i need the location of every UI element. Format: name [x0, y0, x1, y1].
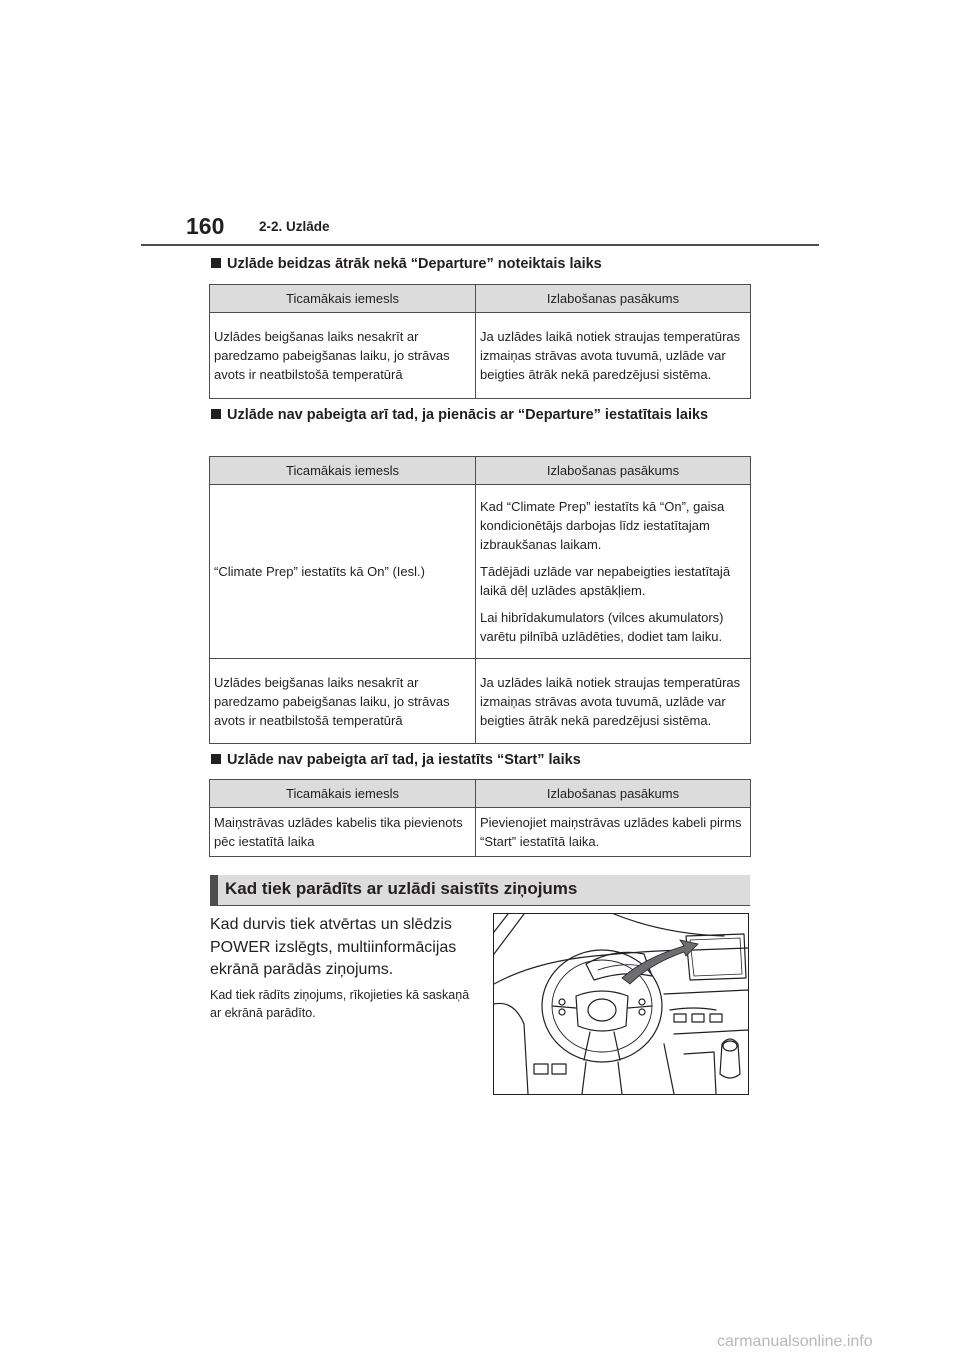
- cause-cell: Uzlādes beigšanas laiks nesakrīt ar paredzamo pabeigšanas laiku, jo strāvas avots ir neatbilstošā temperatūrā: [210, 313, 476, 399]
- remedy-paragraph: Kad “Climate Prep” iestatīts kā “On”, gaisa kondicionētājs darbojas līdz iestatītajam izbraukšanas laikam.: [480, 499, 725, 552]
- square-bullet-icon: [211, 754, 221, 764]
- section-label: 2-2. Uzlāde: [259, 219, 330, 234]
- table-1: [209, 284, 751, 399]
- remedy-cell: [476, 313, 751, 399]
- remedy-paragraph: Ja uzlādes laikā notiek straujas temperatūras izmaiņas strāvas avota tuvumā, uzlāde var beigties ātrāk nekā paredzējusi sistēma.: [480, 674, 741, 728]
- steering-wheel-illustration: [494, 914, 748, 1094]
- square-bullet-icon: [211, 258, 221, 268]
- remedy-cell: [476, 659, 751, 744]
- remedy-paragraph: Pievienojiet maiņstrāvas uzlādes kabeli pirms “Start” iestatītā laika.: [480, 815, 742, 849]
- table-header-cause: Ticamākais iemesls: [210, 457, 476, 485]
- note-paragraph: Kad tiek rādīts ziņojums, rīkojieties kā saskaņā ar ekrānā parādīto.: [210, 988, 470, 1020]
- table-header-cause: Ticamākais iemesls: [210, 780, 476, 808]
- remedy-paragraph: Ja uzlādes laikā notiek straujas temperatūras izmaiņas strāvas avota tuvumā, uzlāde var beigties ātrāk nekā paredzējusi sistēma.: [480, 329, 741, 382]
- heading-1-text: Uzlāde beidzas ātrāk nekā “Departure” noteiktais laiks: [227, 256, 602, 272]
- table-header-remedy: Izlabošanas pasākums: [476, 457, 751, 485]
- table-row: [210, 313, 751, 399]
- heading-3: [211, 750, 751, 771]
- table-3: [209, 779, 751, 857]
- remedy-paragraph: Tādējādi uzlāde var nepabeigties iestatītajā laikā dēļ uzlādes apstākļiem.: [480, 564, 731, 598]
- watermark: carmanualsonline.info: [717, 1333, 873, 1350]
- table-row: [210, 808, 751, 857]
- section-banner: [210, 875, 750, 906]
- square-bullet-icon: [211, 409, 221, 419]
- section-title: Kad tiek parādīts ar uzlādi saistīts ziņojums: [225, 879, 578, 898]
- table-2: [209, 456, 751, 744]
- heading-3-text: Uzlāde nav pabeigta arī tad, ja iestatīts “Start” laiks: [227, 752, 581, 768]
- cause-cell: Maiņstrāvas uzlādes kabelis tika pievienots pēc iestatītā laika: [210, 808, 476, 857]
- body-paragraph: Kad durvis tiek atvērtas un slēdzis POWER izslēgts, multiinformācijas ekrānā parādās ziņojums.: [210, 916, 457, 978]
- heading-2-text: Uzlāde nav pabeigta arī tad, ja pienācis ar “Departure” iestatītais laiks: [227, 407, 709, 423]
- dashboard-illustration: [493, 913, 749, 1095]
- heading-1: [211, 254, 751, 275]
- remedy-cell: [476, 485, 751, 659]
- remedy-cell: [476, 808, 751, 857]
- cause-cell: Uzlādes beigšanas laiks nesakrīt ar paredzamo pabeigšanas laiku, jo strāvas avots ir neatbilstošā temperatūrā: [210, 659, 476, 744]
- table-header-cause: Ticamākais iemesls: [210, 285, 476, 313]
- table-header-remedy: Izlabošanas pasākums: [476, 285, 751, 313]
- banner-accent-bar: [210, 875, 218, 905]
- cause-cell: “Climate Prep” iestatīts kā On” (Iesl.): [210, 485, 476, 659]
- table-header-remedy: Izlabošanas pasākums: [476, 780, 751, 808]
- heading-2: [211, 405, 751, 426]
- remedy-paragraph: Lai hibrīdakumulators (vilces akumulators) varētu pilnībā uzlādēties, dodiet tam laiku.: [480, 610, 724, 644]
- table-row: [210, 485, 751, 659]
- page-number: 160: [186, 213, 225, 239]
- header-rule: [141, 244, 819, 246]
- table-row: [210, 659, 751, 744]
